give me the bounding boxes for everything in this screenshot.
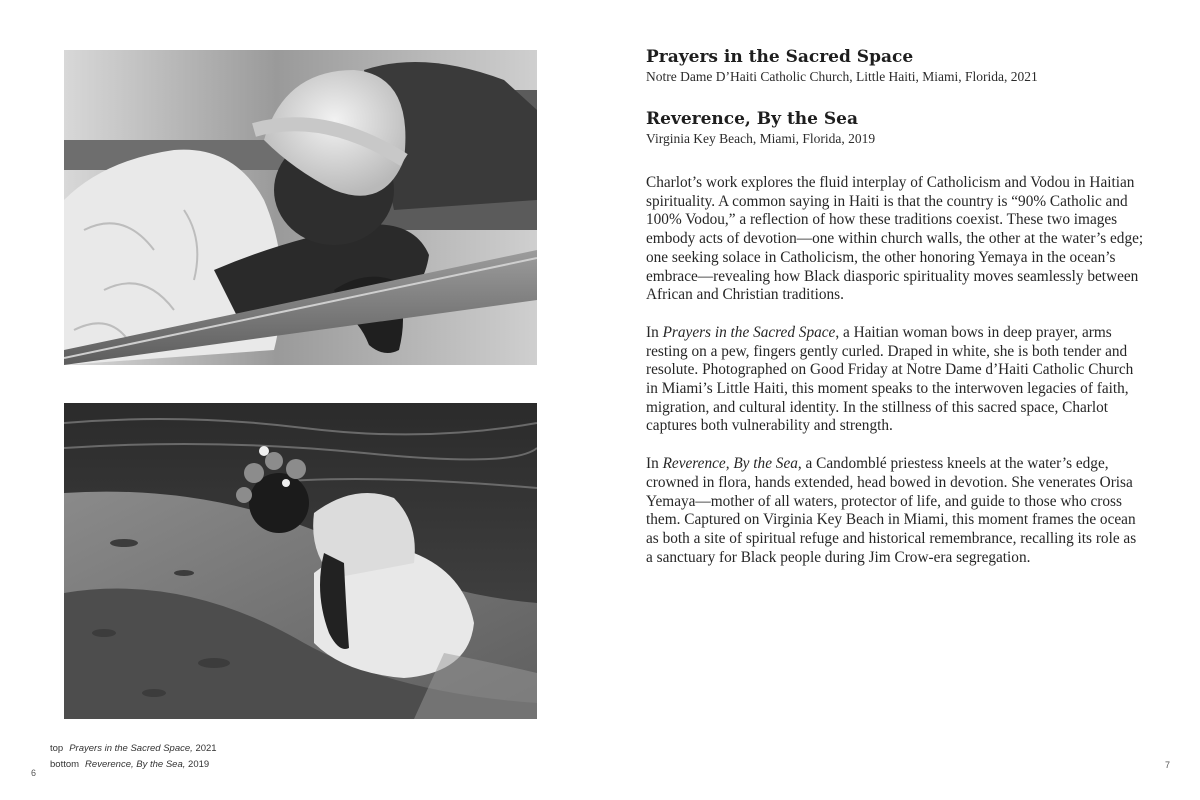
caption-top	[50, 741, 217, 757]
caption-position: bottom	[50, 759, 80, 770]
body-paragraph-prayers	[646, 324, 1146, 436]
paragraph-work-title: Prayers in the Sacred Space	[662, 323, 836, 341]
caption-title: Prayers in the Sacred Space,	[69, 743, 193, 754]
caption-year: 2019	[188, 759, 210, 770]
caption-bottom	[50, 757, 217, 773]
page-number-right: 7	[1165, 760, 1171, 770]
caption-year: 2021	[195, 743, 217, 754]
body-paragraph-intro: Charlot’s work explores the fluid interplay of Catholicism and Vodou in Haitian spirituality. A common saying in Haiti is that the country is “90% Catholic and 100% Vodou,” a reflection of how these traditions coexist. These two images embody acts of devotion—one within church walls, the other at the water’s edge; one seeking solace in Catholicism, the other honoring Yemaya in the ocean’s embrace—revealing how Black diasporic spirituality moves seamlessly between African and Christian traditions.	[646, 174, 1144, 304]
paragraph-work-title: Reverence, By the Sea	[662, 455, 798, 473]
photo-captions	[50, 741, 217, 773]
photo-reverence-by-the-sea	[64, 403, 537, 719]
work-title: Reverence, By the Sea	[646, 109, 858, 129]
photo-prayers-in-the-sacred-space	[64, 50, 537, 365]
paragraph-text: , a Haitian woman bows in deep prayer, arms resting on a pew, fingers gently curled. Draped in white, she is both tender and resolute. Photographed on Good Friday at Notre Dame d’Haiti Catholic Church in Miami’s Little Haiti, this moment speaks to the interwoven legacies of faith, migration, and cultural identity. In the stillness of this sacred space, Charlot captures both vulnerability and strength.	[646, 323, 1134, 435]
caption-title: Reverence, By the Sea,	[85, 759, 186, 770]
body-paragraph-reverence	[646, 455, 1146, 567]
paragraph-lead: In	[646, 455, 663, 473]
work-location: Notre Dame D’Haiti Catholic Church, Little Haiti, Miami, Florida, 2021	[646, 69, 1038, 84]
paragraph-text: , a Candomblé priestess kneels at the water’s edge, crowned in flora, hands extended, head bowed in devotion. She venerates Orisa Yemaya—mother of all waters, protector of life, and guide to those who cross them. Captured on Virginia Key Beach in Miami, this moment frames the ocean as both a site of spiritual refuge and historical remembrance, recalling its role as a sanctuary for Black people during Jim Crow-era segregation.	[646, 455, 1137, 566]
caption-position: top	[50, 743, 64, 754]
paragraph-lead: In	[646, 323, 663, 341]
work-heading-2	[646, 108, 1146, 148]
work-title: Prayers in the Sacred Space	[646, 47, 914, 67]
work-heading-1	[646, 46, 1146, 86]
work-location: Virginia Key Beach, Miami, Florida, 2019	[646, 131, 876, 146]
page-number-left: 6	[31, 768, 37, 778]
text-column	[646, 46, 1146, 586]
